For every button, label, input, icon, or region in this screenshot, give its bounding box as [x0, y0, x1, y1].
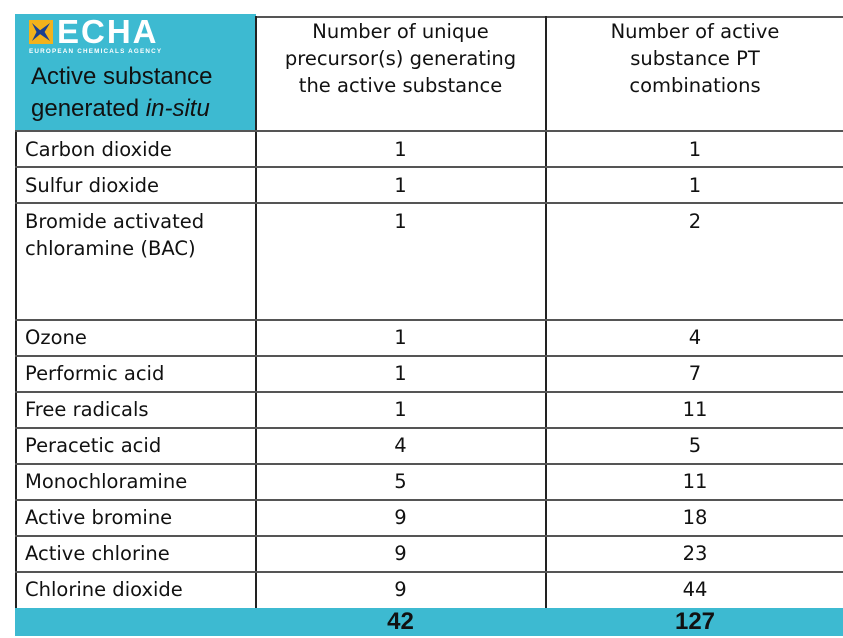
combination-count: 2	[688, 210, 702, 233]
row-divider	[15, 499, 843, 501]
name-line: chloramine (BAC)	[25, 237, 196, 260]
precursor-count: 1	[394, 210, 407, 233]
substance-name: Monochloramine	[25, 470, 188, 493]
substance-name: Chlorine dioxide	[25, 578, 183, 601]
combination-count: 18	[682, 506, 708, 529]
row-divider	[15, 166, 843, 168]
substance-name: Free radicals	[25, 398, 149, 421]
row-divider	[15, 391, 843, 393]
header-line: combinations	[629, 74, 761, 97]
precursor-count: 9	[394, 542, 407, 565]
row-divider	[15, 355, 843, 357]
combination-count: 11	[682, 398, 708, 421]
combination-count: 7	[688, 362, 702, 385]
precursor-count: 1	[394, 398, 407, 421]
precursor-count: 1	[394, 174, 407, 197]
header-line: the active substance	[298, 74, 503, 97]
combination-count: 1	[688, 138, 702, 161]
substance-name: Carbon dioxide	[25, 138, 172, 161]
header-line	[31, 93, 212, 125]
precursor-count: 4	[394, 434, 407, 457]
precursor-count: 1	[394, 326, 407, 349]
substance-name	[25, 208, 204, 262]
row-divider	[15, 571, 843, 573]
header-line: precursor(s) generating	[284, 47, 517, 70]
echa-logo	[29, 13, 199, 60]
column-header-precursors	[256, 18, 545, 99]
row-divider	[15, 202, 843, 204]
precursor-count: 9	[394, 506, 407, 529]
total-combinations: 127	[674, 608, 716, 635]
substance-name: Active bromine	[25, 506, 173, 529]
combination-count: 23	[682, 542, 708, 565]
row-divider	[15, 130, 843, 132]
header-cell-active-substance	[15, 14, 256, 131]
name-line: Bromide activated	[25, 210, 205, 233]
row-divider	[15, 463, 843, 465]
substance-name: Sulfur dioxide	[25, 174, 160, 197]
column-header-active-substance	[31, 61, 212, 125]
header-text: generated	[31, 95, 146, 122]
total-precursors: 42	[387, 608, 414, 635]
row-divider	[15, 427, 843, 429]
header-line: Number of unique	[312, 20, 489, 43]
substance-name: Peracetic acid	[25, 434, 162, 457]
precursor-count: 1	[394, 362, 407, 385]
column-header-combinations	[545, 18, 843, 99]
header-italic-text: in-situ	[145, 95, 210, 122]
combination-count: 4	[688, 326, 702, 349]
logo-subtitle: EUROPEAN CHEMICALS AGENCY	[29, 48, 163, 55]
substance-name: Ozone	[25, 326, 87, 349]
combination-count: 44	[682, 578, 708, 601]
substance-name: Active chlorine	[25, 542, 170, 565]
row-divider	[15, 535, 843, 537]
precursor-count: 5	[394, 470, 407, 493]
table-border	[256, 16, 843, 18]
row-divider	[15, 319, 843, 321]
substance-name: Performic acid	[25, 362, 165, 385]
header-line: substance PT	[630, 47, 760, 70]
precursor-count: 9	[394, 578, 407, 601]
header-line: Number of active	[610, 20, 780, 43]
combination-count: 11	[682, 470, 708, 493]
combination-count: 1	[688, 174, 702, 197]
header-line: Active substance	[31, 63, 213, 90]
logo-wordmark: ECHA	[57, 13, 159, 50]
echa-logo-icon	[29, 20, 53, 44]
precursor-count: 1	[394, 138, 407, 161]
combination-count: 5	[688, 434, 702, 457]
